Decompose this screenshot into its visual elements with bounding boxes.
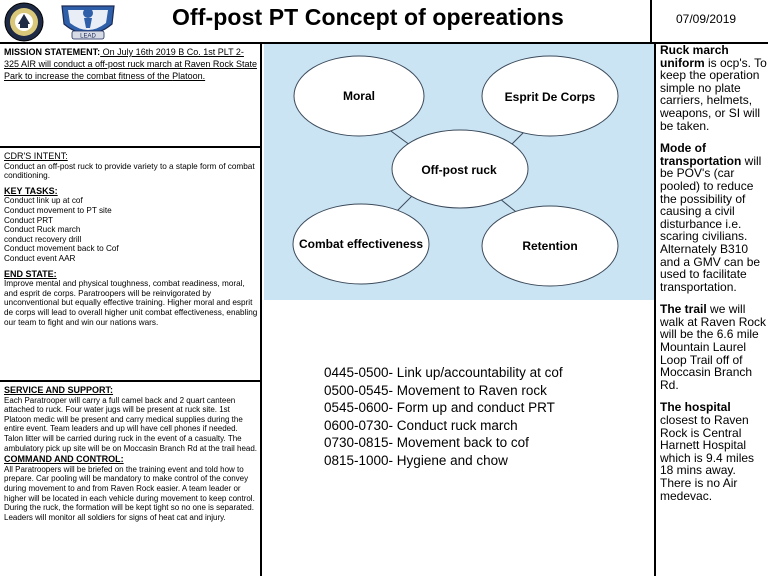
uniform-heading: Ruck march uniform <box>660 43 729 70</box>
key-task-item: Conduct event AAR <box>4 253 76 263</box>
transport-text: will be POV's (car pooled) to reduce the possibility of causing a civil disturbance i.e. scaring civilians. Alternately B310 and a GMV can be used to facilitate transportation. <box>660 153 762 294</box>
node-label-esprit-de-corps: Esprit De Corps <box>504 90 596 104</box>
schedule-item: 0730-0815- Movement back to cof <box>324 435 529 450</box>
end-state-heading: END STATE: <box>4 268 57 279</box>
node-label-combat-effectiveness: Combat effectiveness <box>298 237 424 251</box>
left-column <box>0 44 262 576</box>
transport-heading: Mode of transportation <box>660 141 742 168</box>
schedule-item: 0500-0545- Movement to Raven rock <box>324 382 547 398</box>
command-control-heading: COMMAND AND CONTROL: <box>4 454 124 465</box>
uniform-text: is ocp's. To keep the operation simple no plate carriers, helmets, weapons, or SI will be taken. <box>660 55 767 133</box>
node-label-retention: Retention <box>522 239 578 253</box>
hospital-text: closest to Raven Rock is Central Harnett Hospital which is 9.4 miles 18 mins away. There is no Air medevac. <box>660 413 755 503</box>
right-column <box>654 44 768 576</box>
date-text: 07/09/2019 <box>676 12 737 26</box>
page-title: Off-post PT Concept of opereations <box>172 4 564 30</box>
key-task-item: Conduct movement back to Cof <box>4 244 119 254</box>
cdr-intent-box <box>0 150 262 382</box>
concept-diagram <box>264 44 654 300</box>
timeline-schedule <box>324 364 563 469</box>
trail-paragraph <box>660 303 768 391</box>
cdr-intent-text: Conduct an off-post ruck to provide variety to a staple form of combat conditioning. <box>4 161 255 181</box>
schedule-item: 0600-0730- Conduct ruck march <box>324 417 518 433</box>
schedule-item: 0815-1000- Hygiene and chow <box>324 452 508 468</box>
transport-paragraph <box>660 142 768 293</box>
hospital-paragraph <box>660 401 768 502</box>
cdr-intent-heading: CDR'S INTENT: <box>4 151 68 161</box>
header-bar <box>0 0 768 44</box>
key-task-item: conduct recovery drill <box>4 234 82 244</box>
end-state-text: Improve mental and physical toughness, combat readiness, moral, and esprit de corps. Paratroopers will be reinvigorated by unconventional but equally effective training. Higher moral and esprit de corps will lead to overall higher unit combat effectiveness, enabling our team to fight and win our nations wars. <box>4 279 258 327</box>
key-tasks-heading: KEY TASKS: <box>4 185 58 196</box>
trail-heading: The trail <box>660 302 707 317</box>
schedule-item: 0445-0500- Link up/accountability at cof <box>324 365 563 380</box>
node-label-center: Off-post ruck <box>421 163 497 177</box>
service-support-text: Each Paratrooper will carry a full camel back and 2 quart canteen attached to ruck. Four water jugs will be present at ruck site. 1st Platoon medic will be present and carry medical supplies during the entire event. Team leaders and up will have cell phones if needed. Talon litter will be carried during ruck in the event of a casualty. The ambulatory pick up site will be on Moccasin Branch Rd at the trail head. <box>4 395 258 453</box>
mission-text-tail: Platoon. <box>172 71 206 81</box>
unit-crest-logo <box>58 2 118 42</box>
uniform-paragraph <box>660 44 768 132</box>
key-tasks-list <box>4 196 258 263</box>
crest-motto: LEAD <box>80 33 96 40</box>
hospital-heading: The hospital <box>660 400 731 415</box>
key-task-item: Conduct link up at cof <box>4 196 83 206</box>
key-task-item: Conduct movement to PT site <box>4 205 112 215</box>
key-task-item: Conduct PRT <box>4 215 53 225</box>
trail-text: we will walk at Raven Rock will be the 6.6 mile Mountain Laurel Loop Trail off of Moccasin Branch Rd. <box>660 302 767 392</box>
schedule-item: 0545-0600- Form up and conduct PRT <box>324 400 555 415</box>
node-label-moral: Moral <box>342 89 376 103</box>
service-support-heading: SERVICE AND SUPPORT: <box>4 385 114 395</box>
service-support-box <box>0 384 262 576</box>
mission-heading: MISSION STATEMENT: <box>4 47 101 57</box>
mission-text: On July 16th 2019 B Co. 1st PLT 2-325 AIR will conduct a off-post ruck march at Raven Rock State Park to increase the combat fitness of the <box>4 47 257 81</box>
key-task-item: Conduct Ruck march <box>4 225 81 235</box>
mission-statement-box <box>0 44 262 148</box>
date-box <box>650 0 768 42</box>
command-control-text: All Paratroopers will be briefed on the training event and told how to prepare. Car pooling will be mandatory to make control of the convey during movement to and from Raven Rock easier. A team leader or higher will be located in each vehicle during movement to keep control. During the ruck, the formation will be kept tight so no one is separated. Leaders will monitor all soldiers for signs of heat cat and injury. <box>4 464 255 522</box>
army-seal-logo <box>4 2 44 42</box>
